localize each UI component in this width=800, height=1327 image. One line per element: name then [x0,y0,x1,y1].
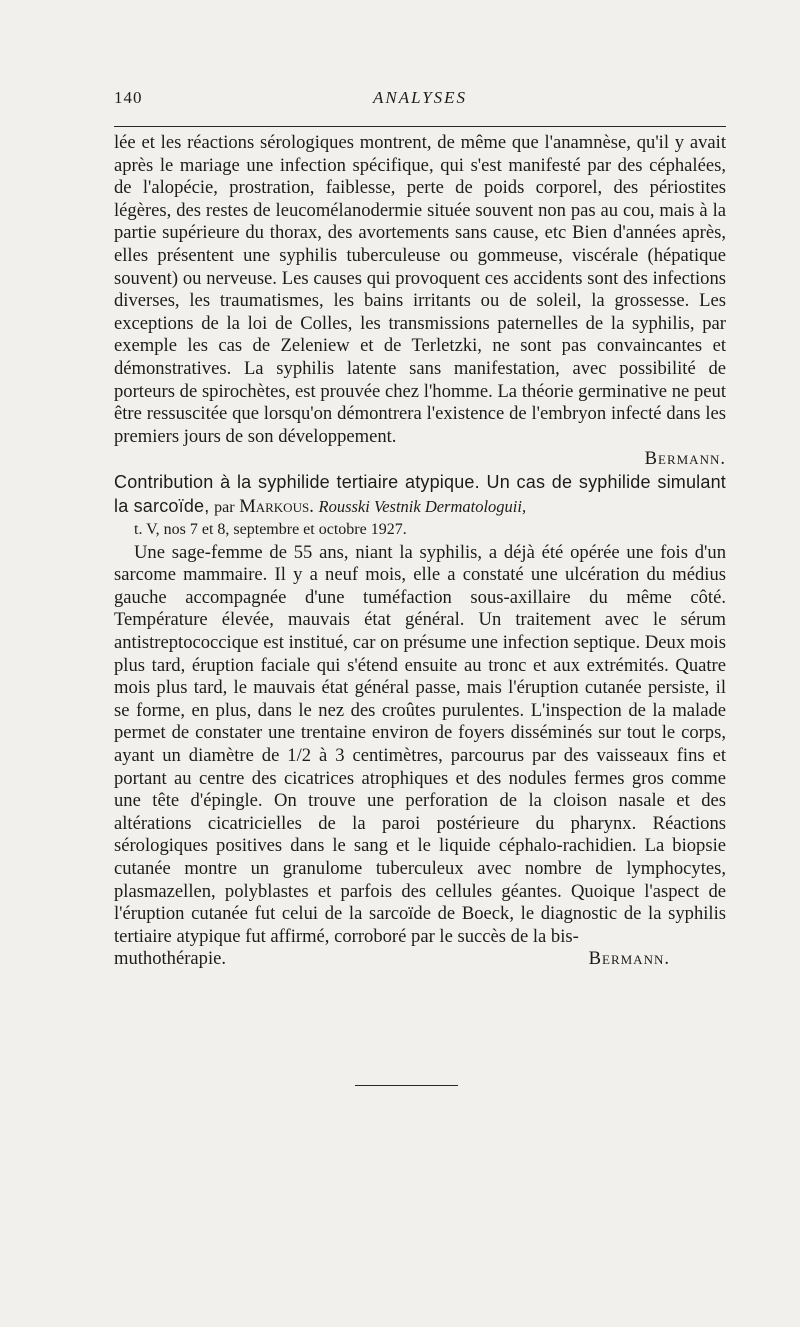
header-rule [114,126,726,127]
review-2-last-word: muthothérapie. [114,948,227,970]
review-2-source: Rousski Vestnik Dermatologuii, [318,496,527,516]
review-2-last-line [114,948,726,971]
review-1-text: lée et les réactions sérologiques montrent, de même que l'anamnèse, qu'il y avait après le mariage une infection spécifique, qui s'est manifesté par des céphalées, de l'alopécie, prostration, faiblesse, perte de poids corporel, des périostites légères, des restes de leucomélanodermie située souvent non pas au cou, mais à la partie supérieure du thorax, des avortements sans cause, etc Bien d'années après, elles présentent une syphilis tuberculeuse ou gommeuse, viscérale (hépatique souvent) ou nerveuse. Les causes qui provoquent ces accidents sont des infections diverses, les traumatismes, les bains irritants ou de soleil, la grossesse. Les exceptions de la loi de Colles, les transmissions paternelles de la syphilis, par exemple les cas de Zeleniew et de Terletzki, ne sont pas convaincantes et démonstratives. La syphilis latente sans manifestation, avec possibilité de porteurs de spirochètes, est prouvée chez l'homme. La théorie germinative ne peut être ressuscitée que lorsqu'on démontrera l'existence de l'embryon infecté dans les premiers jours de son développement. [114,132,726,447]
review-2-meta: t. V, nos 7 et 8, septembre et octobre 1927. [134,521,407,539]
page-body [114,132,726,971]
review-2-title: Contribution à la syphilide tertiaire atypique. Un cas de syphilide simulant la sarcoïde, [114,471,726,516]
review-2-signature: Bermann. [588,948,670,970]
review-1-signature: Bermann. [644,448,726,470]
review-2-heading [114,471,726,542]
review-2-by: par [214,498,235,516]
review-2-author: Markous. [239,495,314,517]
running-title: ANALYSES [372,88,468,107]
end-rule [355,1085,458,1086]
page-header [114,88,726,118]
page-number: 140 [114,88,143,107]
review-2-text: Une sage-femme de 55 ans, niant la syphilis, a déjà été opérée une fois d'un sarcome mammaire. Il y a neuf mois, elle a constaté une ulcération du médius gauche accompagnée d'une tuméfaction sous-axillaire du même côté. Température élevée, mauvais état général. Un traitement avec le sérum antistreptococcique est institué, car on présume une infection septique. Deux mois plus tard, éruption faciale qui s'étend ensuite au tronc et aux extrémités. Quatre mois plus tard, le mauvais état général passe, mais l'éruption cutanée persiste, il se forme, en plus, dans le nez des croûtes purulentes. L'inspection de la malade permet de constater une trentaine environ de foyers disséminés sur tout le corps, ayant un diamètre de 1/2 à 3 centimètres, parcourus par des vaisseaux fins et portant au centre des cicatrices atrophiques et des nodules fermes gros comme une tête d'épingle. On trouve une perforation de la cloison nasale et des altérations cicatricielles de la paroi postérieure du pharynx. Réactions sérologiques positives dans le sang et le liquide céphalo-rachidien. La biopsie cutanée montre un granulome tuberculeux avec nombre de lymphocytes, plasmazellen, polyblastes et parfois des cellules géantes. Quoique l'aspect de l'éruption cutanée fut celui de la sarcoïde de Boeck, le diagnostic de la syphilis tertiaire atypique fut affirmé, corroboré par le succès de la bis- [114,541,726,947]
